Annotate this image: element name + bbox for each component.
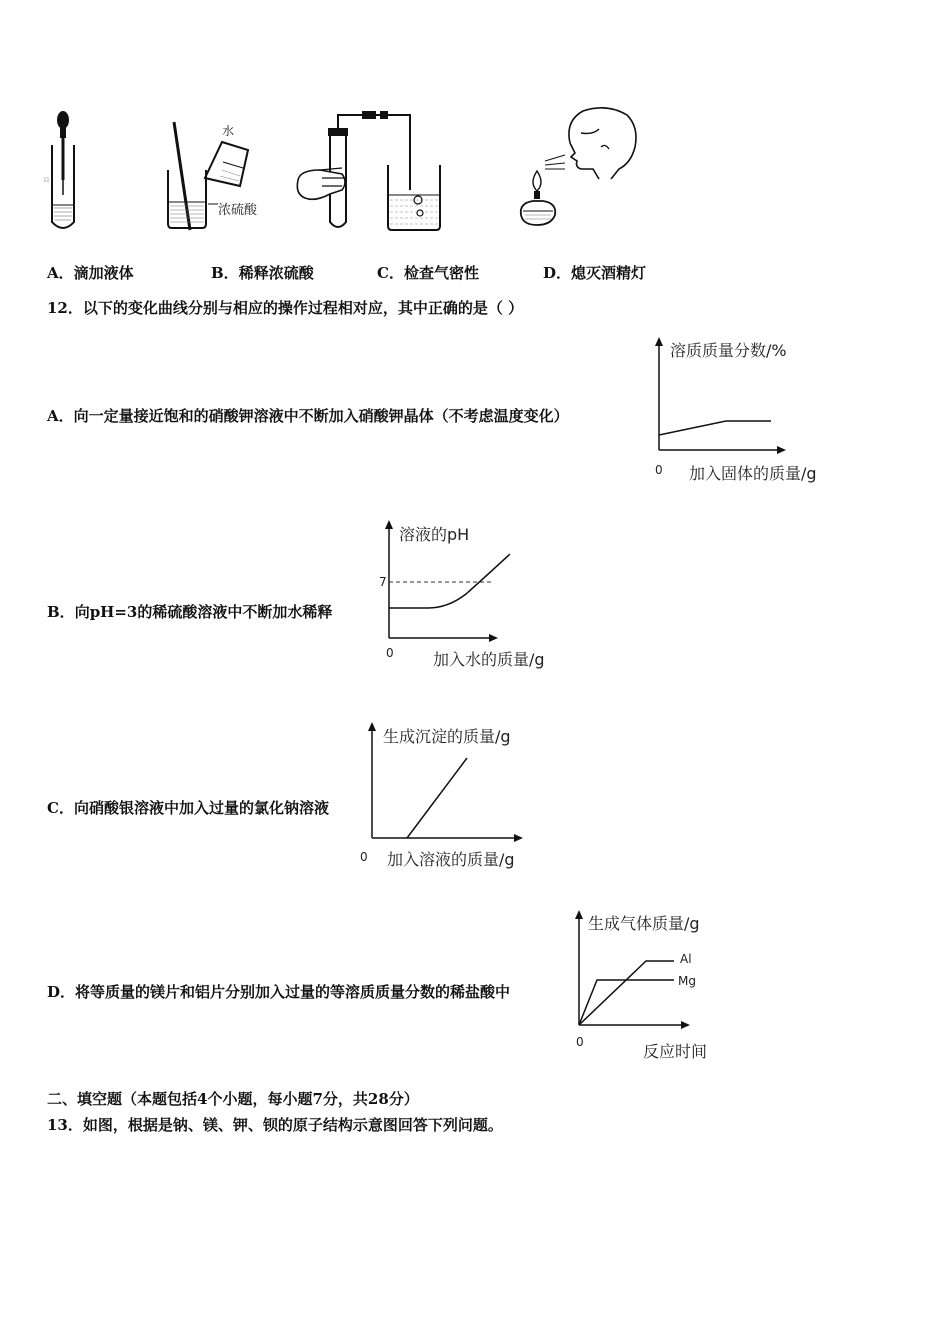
option-letter: B． — [47, 603, 75, 621]
graph-a-y-arrow — [655, 337, 663, 346]
graph-c-x-arrow — [514, 834, 523, 842]
graph-a-x-arrow — [777, 446, 786, 454]
graph-d-al-line — [579, 961, 674, 1025]
option-text: 向pH=3的稀硫酸溶液中不断加水稀释 — [74, 603, 333, 621]
q12-option-d — [47, 981, 510, 1002]
graph-b-origin: 0 — [386, 646, 394, 660]
graph-d-xlabel: 反应时间 — [643, 1042, 708, 1061]
option-letter: A． — [47, 264, 74, 282]
option-letter: D． — [543, 264, 572, 282]
graph-d-mg-line — [579, 980, 674, 1025]
graph-a-origin: 0 — [655, 463, 663, 477]
option-text: 熄灭酒精灯 — [571, 264, 647, 282]
conc-acid-label: 浓硫酸 — [218, 203, 258, 218]
graph-b-xlabel: 加入水的质量/g — [433, 650, 545, 669]
graph-c-y-arrow — [368, 722, 376, 731]
section-heading: 二、填空题（本题包括4个小题，每小题7分，共28分） — [47, 1090, 419, 1108]
option-letter: D． — [47, 983, 76, 1001]
graph-b-curve — [389, 554, 510, 608]
graph-a-xlabel: 加入固体的质量/g — [689, 464, 817, 483]
q11-option-d — [543, 262, 646, 283]
q12-stem: 12．以下的变化曲线分别与相应的操作过程相对应，其中正确的是（ ） — [47, 299, 524, 317]
q12-option-c — [47, 797, 329, 818]
blow-out-lamp-figure — [515, 103, 645, 238]
option-letter: A． — [47, 407, 74, 425]
graph-b-ref-value: 7 — [379, 575, 387, 589]
option-text: 滴加液体 — [73, 264, 134, 282]
graph-b-y-arrow — [385, 520, 393, 529]
graph-d-series-mg: Mg — [678, 974, 696, 988]
graph-d-y-arrow — [575, 910, 583, 919]
option-letter: C． — [47, 799, 74, 817]
q11-option-a — [47, 262, 134, 283]
option-letter: C． — [377, 264, 404, 282]
svg-text:ℼ: ℼ — [43, 175, 50, 185]
option-text: 向硝酸银溶液中加入过量的氯化钠溶液 — [73, 799, 329, 817]
airtightness-figure — [290, 110, 450, 235]
water-label: 水 — [222, 124, 235, 138]
option-text: 向一定量接近饱和的硝酸钾溶液中不断加入硝酸钾晶体（不考虑温度变化） — [73, 407, 569, 425]
option-letter: B． — [211, 264, 239, 282]
graph-d-x-arrow — [681, 1021, 690, 1029]
option-text: 稀释浓硫酸 — [238, 264, 314, 282]
graph-c-xlabel: 加入溶液的质量/g — [387, 850, 515, 869]
graph-c-curve — [407, 758, 467, 838]
graph-d-origin: 0 — [576, 1035, 584, 1049]
q11-figures — [0, 95, 950, 245]
graph-b-x-arrow — [489, 634, 498, 642]
option-text: 将等质量的镁片和铝片分别加入过量的等溶质质量分数的稀盐酸中 — [75, 983, 511, 1001]
option-text: 检查气密性 — [403, 264, 479, 282]
dropper-test-tube-figure — [40, 110, 90, 235]
q13-stem: 13．如图，根据是钠、镁、钾、钡的原子结构示意图回答下列问题。 — [47, 1116, 503, 1134]
graph-c-ylabel: 生成沉淀的质量/g — [383, 727, 511, 746]
graph-b-ylabel: 溶液的pH — [399, 525, 470, 544]
graph-a-ylabel: 溶质质量分数/% — [670, 341, 787, 360]
q11-option-c — [377, 262, 479, 283]
graph-d-series-al: Al — [680, 952, 692, 966]
graph-d-ylabel: 生成气体质量/g — [588, 914, 700, 933]
graph-c-origin: 0 — [360, 850, 368, 864]
q12-option-b — [47, 601, 332, 622]
graph-a-curve — [659, 421, 771, 435]
q11-option-b — [211, 262, 314, 283]
q12-option-a — [47, 405, 569, 426]
